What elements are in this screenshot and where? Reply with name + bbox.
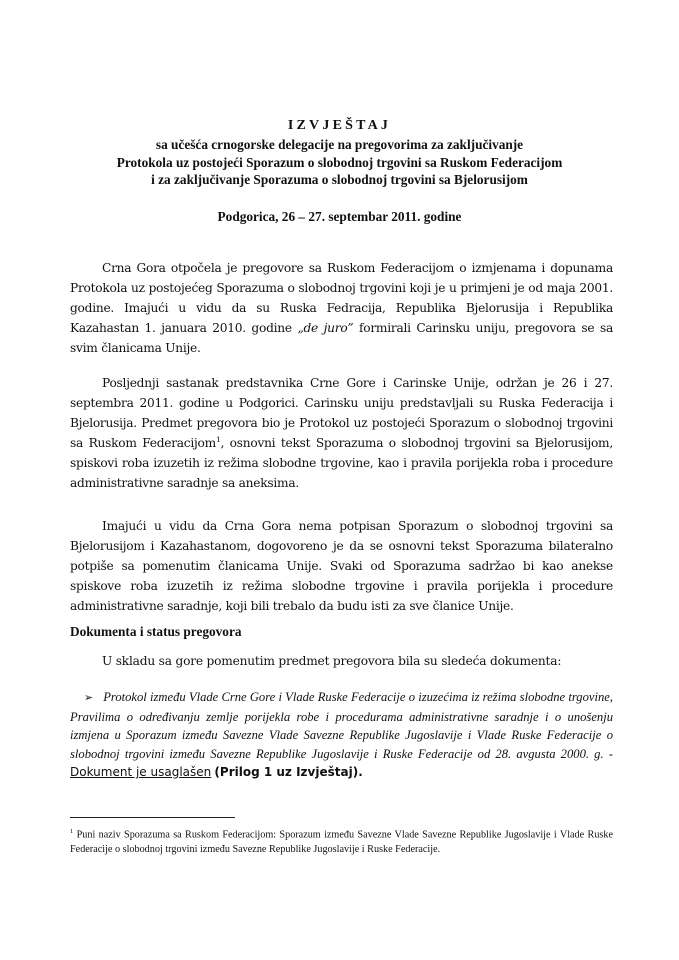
document-status: Dokument je usaglašen — [70, 765, 212, 779]
footnote-divider — [70, 817, 235, 818]
section-intro: U skladu sa gore pomenutim predmet pregovora bila su sledeća dokumenta: — [102, 654, 562, 668]
place-date: Podgorica, 26 – 27. septembar 2011. godine — [217, 209, 462, 224]
annex-reference: (Prilog 1 uz Izvještaj). — [214, 765, 363, 779]
subtitle-line: sa učešća crnogorske delegacije na pregovorima za zaključivanje — [155, 137, 524, 152]
footnote-ref: 1 — [215, 434, 221, 444]
document-title: IZVJEŠTAJ — [287, 118, 392, 133]
document-subtitle — [60, 136, 619, 189]
paragraph-italic: „de juro” — [297, 321, 354, 335]
paragraph-agreement: Imajući u vidu da Crna Gora nema potpisan Sporazum o slobodnoj trgovini sa Bjelorusijom i Kazahastanom, dogovoreno je da se osnovni tekst Sporazuma bilateralno potpiše sa pomenutim članicama Unije. Svaki od Sporazuma sadržao bi kao anekse spiskove roba izuzetih iz režima slobodne trgovine i pravila porijekla i procedure administrativne saradnje, koji bili trebalo da budu isti za sve članice Unije. — [70, 519, 613, 613]
paragraph-intro — [70, 258, 613, 358]
footnote-marker: 1 — [70, 828, 74, 835]
subtitle-line: i za zaključivanje Sporazuma o slobodnoj trgovini sa Bjelorusijom — [151, 172, 528, 187]
subtitle-line: Protokola uz postojeći Sporazum o slobodnoj trgovini sa Ruskom Federacijom — [116, 154, 563, 170]
paragraph-text: Crna Gora otpočela je pregovore sa Ruskom Federacijom o izmjenama i dopunama Protokola uz postojećeg Sporazuma o slobodnoj trgovini koji je u primjeni je od maja 2001. godine. Imajući u vidu da su Ruska Fedracija, Republika Bjelorusija i Republika Kazahastan 1. januara 2010. godine — [70, 261, 613, 335]
arrow-bullet-icon: ➢ — [84, 692, 94, 704]
footnote — [70, 824, 613, 857]
dash: - — [603, 746, 614, 761]
paragraph-text: Posljednji sastanak predstavnika Crne Gore i Carinske Unije, održan je 26 i 27. septembra 2011. godine u Podgorici. Carinsku uniju predstavljali su Ruska Federacija i Bjelorusija. Predmet pregovora bio je Protokol uz postojeći Sporazum o slobodnoj trgovini sa Ruskom Federacijom — [70, 376, 613, 450]
document-description: Protokol između Vlade Crne Gore i Vlade Ruske Federacije o izuzećima iz režima slobodne trgovine, Pravilima o određivanju zemlje porijekla robe i procedurama administrativne saradnje i o unošenju izmjena u Sporazum između Savezne Vlade Savezne Republike Jugoslavije i Vlade Ruske Federacije o slobodnoj trgovini između Savezne Republike Jugoslavije i Ruske Federacije od 28. avgusta 2000. g. — [70, 690, 613, 761]
document-list-item — [70, 688, 613, 782]
footnote-text: Puni naziv Sporazuma sa Ruskom Federacijom: Sporazum između Savezne Vlade Savezne Republike Jugoslavije i Vlade Ruske Federacije o slobodnoj trgovini između Savezne Republike Jugoslavije i Ruske Federacije. — [70, 829, 613, 856]
section-heading: Dokumenta i status pregovora — [70, 624, 242, 639]
paragraph-meeting — [70, 373, 613, 493]
paragraph-text: formirali Carinsku uniju, pregovora se sa svim članicama Unije. — [70, 321, 613, 355]
paragraph-text: , osnovni tekst Sporazuma o slobodnoj trgovini sa Bjelorusijom, spiskovi roba izuzetih iz režima slobodne trgovine, kao i pravila porijekla roba i procedure administrativne saradnje sa aneksima. — [70, 436, 613, 490]
